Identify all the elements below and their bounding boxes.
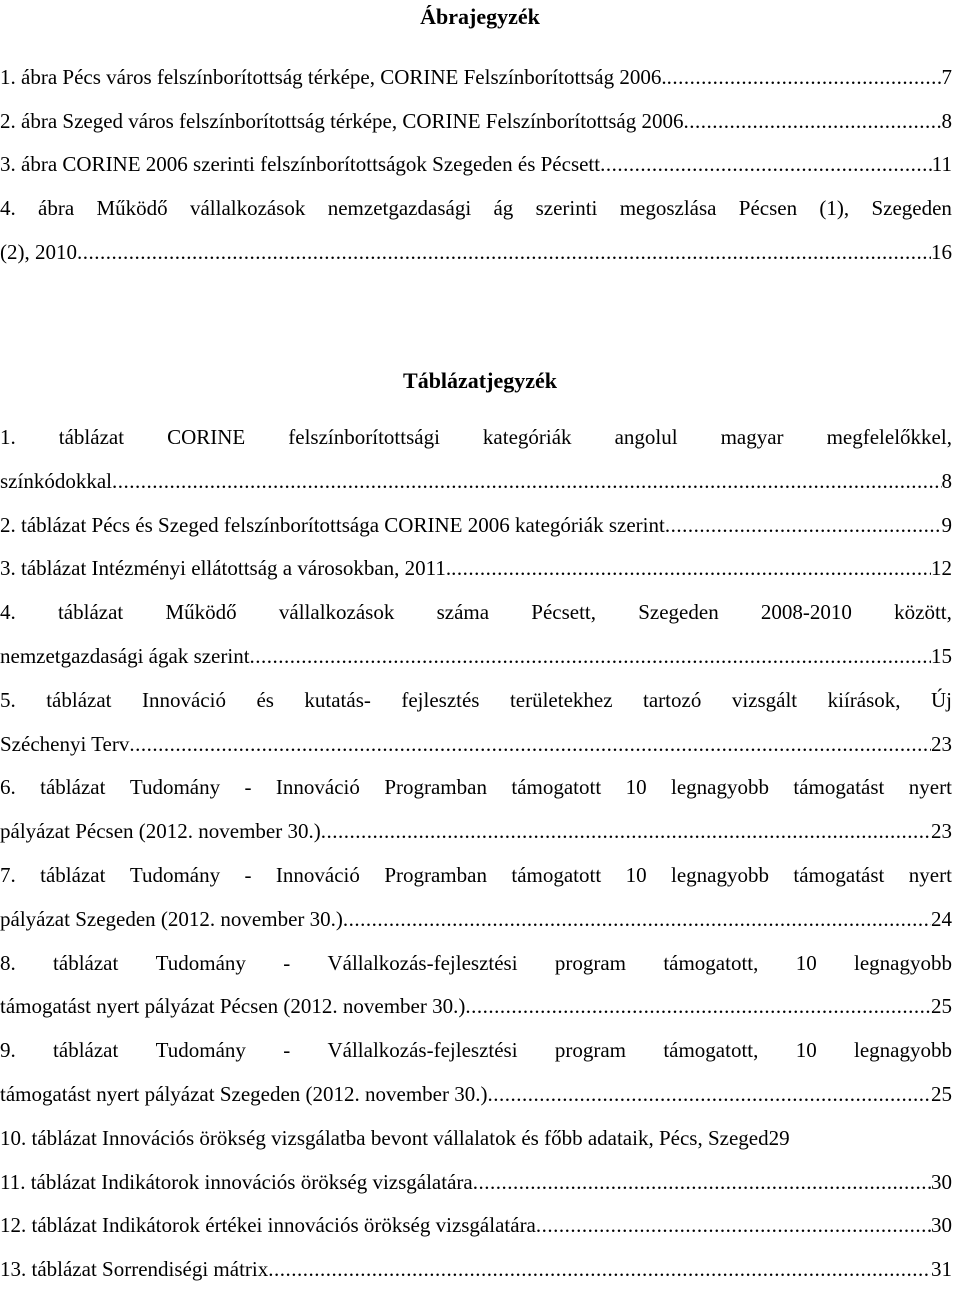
toc-word: támogatást [793,775,885,800]
figures-heading: Ábrajegyzék [420,4,540,29]
toc-word: 4. [0,196,16,221]
toc-word: (1), [819,196,850,221]
toc-entry-first-line [0,187,952,231]
toc-word: Tudomány [129,775,221,800]
toc-word: táblázat [53,1038,119,1063]
toc-entry[interactable] [0,591,952,679]
toc-word: táblázat [58,425,125,449]
toc-word: legnagyobb [853,950,952,975]
toc-word: Tudomány [129,862,221,887]
toc-page-number: 16 [931,239,952,264]
toc-word: táblázat [46,687,112,712]
toc-leader-dots [465,985,931,1029]
toc-leader-dots [343,898,931,942]
toc-entry[interactable] [0,187,952,274]
toc-entry-line [0,1073,952,1117]
toc-entry-line [0,143,952,187]
toc-entry-line [0,231,952,275]
toc-entry[interactable] [0,766,952,854]
toc-entry-first-line [0,591,952,635]
toc-page-number: 12 [931,556,952,581]
toc-page-number: 11 [931,152,952,177]
toc-word: támogatott [511,775,602,800]
toc-word: angolul [614,425,678,449]
toc-word: 10 [795,950,817,975]
toc-word: Pécsen [738,196,798,221]
toc-word: Vállalkozás-fejlesztési [327,950,518,975]
toc-page-number: 30 [931,1169,952,1194]
toc-word: Vállalkozás-fejlesztési [327,1038,518,1063]
toc-entry[interactable] [0,679,952,767]
toc-word: 8. [0,950,16,975]
toc-entry-text: színkódokkal [0,468,112,493]
toc-word: Innováció [141,687,226,712]
toc-leader-dots [451,547,931,591]
toc-entry-text: 3. táblázat Intézményi ellátottság a városokban, 2011. [0,556,452,581]
toc-leader-dots [665,504,942,548]
toc-word: 6. [0,775,16,800]
toc-entry-line [0,723,952,767]
toc-entry-first-line [0,942,952,986]
toc-entry-line [0,100,952,144]
toc-entry-line [0,898,952,942]
toc-entry[interactable] [0,1204,952,1248]
toc-word: tartozó [643,687,702,712]
toc-word: ábra [38,196,75,221]
toc-entry[interactable] [0,1029,952,1117]
toc-word: kategóriák [482,425,572,449]
toc-entry-first-line [0,854,952,898]
toc-word: 10 [625,775,647,800]
toc-word: Új [930,687,952,712]
toc-entry-first-line [0,1029,952,1073]
toc-word: - [244,862,252,887]
toc-page-number: 25 [931,994,952,1019]
toc-page-number: 24 [931,906,952,931]
toc-word: program [554,1038,627,1063]
toc-word: Innováció [275,775,360,800]
toc-entry[interactable] [0,100,952,144]
toc-word: Tudomány [155,950,246,975]
tables-list [0,416,960,1292]
toc-page-number: 15 [931,643,952,668]
toc-page-number: 9 [941,512,952,537]
toc-entry-text: támogatást nyert pályázat Pécsen (2012. november 30.) [0,994,466,1019]
toc-entry-text: 10. táblázat Innovációs örökség vizsgálatba bevont vállalatok és főbb adataik, Pécs, Szeged29 [0,1125,790,1150]
toc-entry-line [0,1161,952,1205]
toc-word: táblázat [53,950,119,975]
toc-word: támogatott, [663,1038,759,1063]
toc-entry[interactable] [0,1117,952,1161]
toc-entry[interactable] [0,854,952,942]
toc-entry-first-line [0,416,952,460]
toc-entry-text: 1. ábra Pécs város felszínborítottság térképe, CORINE Felszínborítottság 2006. [0,65,667,89]
toc-entry-line [0,985,952,1029]
toc-entry[interactable] [0,547,952,591]
toc-word: kiírások, [827,687,901,712]
toc-page-number: 23 [931,731,952,756]
toc-word: Működő [96,196,168,221]
toc-word: 10 [795,1038,817,1063]
toc-page-number: 25 [931,1081,952,1106]
toc-word: vizsgált [731,687,798,712]
toc-page-number: 8 [941,468,952,493]
toc-word: támogatást [793,862,885,887]
toc-word: kutatás- [304,687,371,712]
toc-word: megfelelőkkel, [826,425,952,449]
toc-entry[interactable] [0,504,952,548]
toc-word: - [283,950,291,975]
toc-word: Pécsett, [531,600,597,625]
toc-word: szerinti [535,196,598,221]
toc-entry-text: 3. ábra CORINE 2006 szerinti felszínborítottságok Szegeden és Pécsett [0,152,601,177]
toc-word: táblázat [40,775,106,800]
toc-word: 7. [0,862,16,887]
toc-entry-text: támogatást nyert pályázat Szegeden (2012. november 30.) [0,1081,488,1106]
toc-word: támogatott, [663,950,759,975]
toc-leader-dots [600,143,932,187]
toc-leader-dots [321,810,931,854]
toc-page-number: 23 [931,819,952,844]
toc-entry-text: pályázat Pécsen (2012. november 30.) [0,819,321,844]
toc-entry-text: (2), 2010 [0,239,77,264]
toc-entry-line [0,504,952,548]
toc-entry-text: 2. táblázat Pécs és Szeged felszínborítottsága CORINE 2006 kategóriák szerint [0,512,665,537]
toc-entry-text: pályázat Szegeden (2012. november 30.) [0,906,343,931]
toc-entry-line [0,1204,952,1248]
toc-entry-line [0,1248,952,1292]
toc-word: Tudomány [155,1038,246,1063]
toc-word: 1. [0,425,16,449]
toc-entry-line [0,810,952,854]
toc-leader-dots [129,723,931,767]
toc-word: CORINE [167,425,246,449]
toc-page-number: 31 [931,1257,952,1282]
toc-word: legnagyobb [671,775,769,800]
toc-page-number: 8 [941,108,952,133]
toc-word: 10 [625,862,647,887]
toc-word: Innováció [275,862,360,887]
toc-word: program [554,950,627,975]
toc-word: és [256,687,274,712]
toc-word: legnagyobb [671,862,769,887]
toc-entry[interactable] [0,56,952,100]
toc-leader-dots [473,1161,931,1205]
toc-entry-line [0,1117,952,1161]
toc-word: 9. [0,1038,16,1063]
toc-entry-text: nemzetgazdasági ágak szerint [0,643,250,668]
toc-word: Működő [165,600,237,625]
toc-entry-text: 13. táblázat Sorrendiségi mátrix [0,1257,269,1282]
toc-leader-dots [488,1073,932,1117]
toc-word: 5. [0,687,16,712]
toc-word: magyar [720,425,784,449]
toc-leader-dots [536,1204,931,1248]
toc-word: támogatott [511,862,602,887]
toc-word: táblázat [40,862,106,887]
toc-word: száma [436,600,490,625]
toc-entry-line [0,635,952,679]
toc-word: ág [493,196,514,221]
toc-word: 4. [0,600,16,625]
tables-heading: Táblázatjegyzék [403,368,557,393]
toc-entry-line [0,56,952,100]
toc-entry-text: 2. ábra Szeged város felszínborítottság térképe, CORINE Felszínborítottság 2006 [0,108,684,133]
toc-entry-text: 11. táblázat Indikátorok innovációs örökség vizsgálatára [0,1169,473,1194]
toc-word: - [283,1038,291,1063]
toc-leader-dots [667,56,942,100]
toc-entry-first-line [0,679,952,723]
toc-entry[interactable] [0,942,952,1030]
toc-leader-dots [77,231,931,275]
toc-entry-text: 12. táblázat Indikátorok értékei innovációs örökség vizsgálatára [0,1213,536,1238]
toc-word: legnagyobb [853,1038,952,1063]
toc-word: Szegeden [871,196,952,221]
toc-entry-first-line [0,766,952,810]
toc-word: - [244,775,252,800]
toc-word: nyert [908,862,952,887]
toc-word: táblázat [57,600,124,625]
toc-entry-text: Széchenyi Terv [0,731,130,756]
toc-word: felszínborítottsági [288,425,440,449]
toc-entry[interactable] [0,1248,952,1292]
toc-leader-dots [112,460,942,504]
toc-word: között, [894,600,952,625]
toc-entry[interactable] [0,416,952,504]
toc-entry-line [0,460,952,504]
toc-word: 2008-2010 [760,600,852,625]
toc-word: vállalkozások [278,600,395,625]
toc-word: Programban [384,775,487,800]
toc-leader-dots [250,635,931,679]
toc-word: fejlesztés [401,687,480,712]
toc-word: megoszlása [619,196,717,221]
toc-leader-dots [684,100,942,144]
toc-word: Szegeden [638,600,719,625]
toc-word: területekhez [509,687,613,712]
toc-entry-line [0,547,952,591]
toc-entry[interactable] [0,143,952,187]
figures-list [0,56,960,274]
toc-page-number: 7 [941,65,952,89]
toc-word: nyert [908,775,952,800]
toc-word: nemzetgazdasági [327,196,472,221]
toc-word: Programban [384,862,487,887]
toc-entry[interactable] [0,1161,952,1205]
toc-word: vállalkozások [189,196,306,221]
toc-page-number: 30 [931,1213,952,1238]
toc-leader-dots [268,1248,931,1292]
